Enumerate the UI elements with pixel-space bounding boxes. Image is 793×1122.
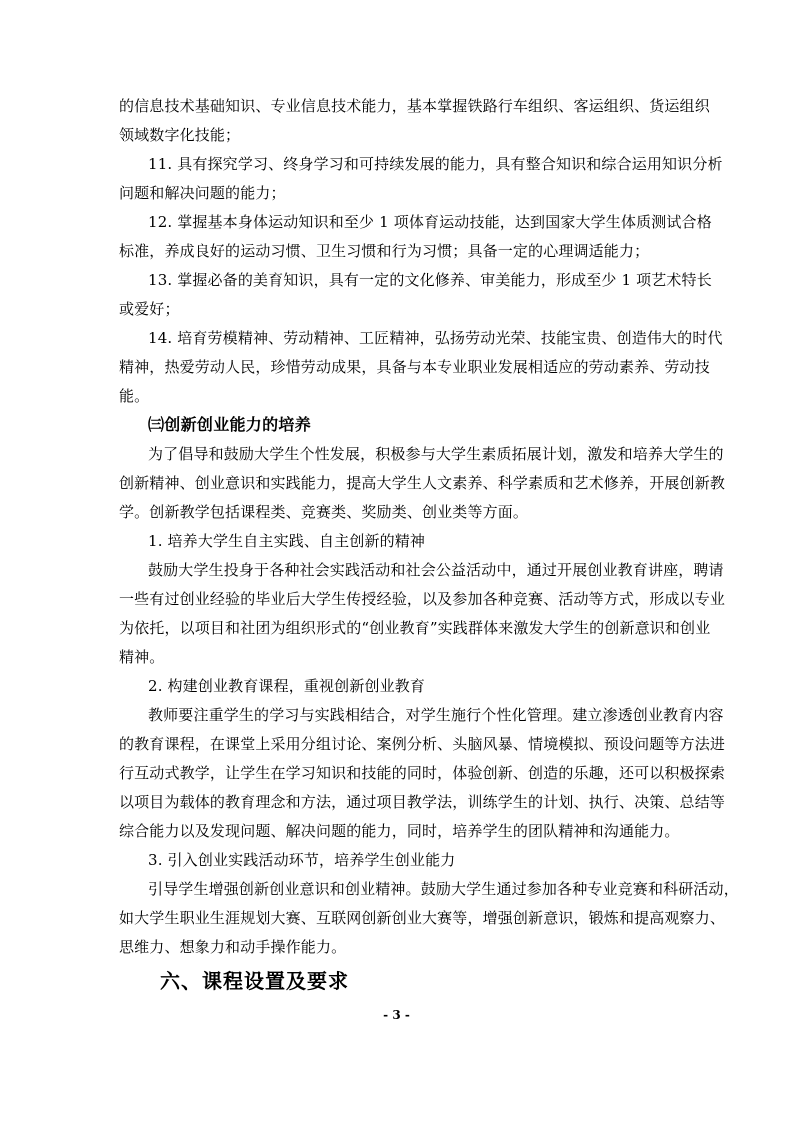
- sub1-line-2: 一些有过创业经验的毕业后大学生传授经验，以及参加各种竞赛、活动等方式，形成以专业: [119, 590, 726, 608]
- item11-line-2: 问题和解决问题的能力；: [119, 184, 286, 202]
- sub3-line-2: 如大学生职业生涯规划大赛、互联网创新创业大赛等，增强创新意识，锻炼和提高观察力、: [119, 909, 726, 927]
- item14-line-1: 14. 培育劳模精神、劳动精神、工匠精神，弘扬劳动光荣、技能宝贵、创造伟大的时代: [148, 329, 723, 347]
- sub1-title: 1. 培养大学生自主实践、自主创新的精神: [148, 532, 426, 550]
- sub2-title: 2. 构建创业教育课程，重视创新创业教育: [148, 677, 426, 695]
- sub1-line-4: 精神。: [119, 648, 165, 666]
- sub1-line-1: 鼓励大学生投身于各种社会实践活动和社会公益活动中，通过开展创业教育讲座，聘请: [148, 561, 724, 579]
- item12-line-1: 12. 掌握基本身体运动知识和至少 1 项体育运动技能，达到国家大学生体质测试合格: [148, 213, 712, 231]
- sub3-title: 3. 引入创业实践活动环节，培养学生创业能力: [148, 851, 456, 869]
- item12-line-2: 标准，养成良好的运动习惯、卫生习惯和行为习惯；具备一定的心理调适能力；: [119, 242, 650, 260]
- item11-line-1: 11. 具有探究学习、终身学习和可持续发展的能力，具有整合知识和综合运用知识分析: [148, 155, 723, 173]
- intro-line-2: 创新精神、创业意识和实践能力，提高大学生人文素养、科学素质和艺术修养，开展创新教: [119, 474, 726, 492]
- sub2-line-2: 的教育课程，在课堂上采用分组讨论、案例分析、头脑风暴、情境模拟、预设问题等方法进: [119, 735, 726, 753]
- item14-line-3: 能。: [119, 387, 150, 405]
- item14-line-2: 精神，热爱劳动人民，珍惜劳动成果，具备与本专业职业发展相适应的劳动素养、劳动技: [119, 358, 710, 376]
- section-heading-innovation: ㈢创新创业能力的培养: [148, 415, 312, 434]
- sub1-line-3: 为依托，以项目和社团为组织形式的“创业教育”实践群体来激发大学生的创新意识和创业: [119, 619, 711, 637]
- intro-line-1: 为了倡导和鼓励大学生个性发展，积极参与大学生素质拓展计划，激发和培养大学生的: [148, 445, 724, 463]
- sub2-line-1: 教师要注重学生的学习与实践相结合，对学生施行个性化管理。建立渗透创业教育内容: [148, 706, 724, 724]
- para10-line-2: 领域数字化技能；: [119, 126, 241, 144]
- sub3-line-1: 引导学生增强创新创业意识和创业精神。鼓励大学生通过参加各种专业竞赛和科研活动，: [148, 880, 739, 898]
- sub3-line-3: 思维力、想象力和动手操作能力。: [119, 938, 347, 956]
- page-number: - 3 -: [383, 1008, 410, 1022]
- intro-line-3: 学。创新教学包括课程类、竞赛类、奖励类、创业类等方面。: [119, 503, 529, 521]
- sub2-line-5: 综合能力以及发现问题、解决问题的能力，同时，培养学生的团队精神和沟通能力。: [119, 822, 680, 840]
- item13-line-2: 或爱好；: [119, 300, 180, 318]
- item13-line-1: 13. 掌握必备的美育知识，具有一定的文化修养、审美能力，形成至少 1 项艺术特长: [148, 271, 712, 289]
- sub2-line-3: 行互动式教学，让学生在学习知识和技能的同时，体验创新、创造的乐趣，还可以积极探索: [119, 764, 726, 782]
- para10-line-1: 的信息技术基础知识、专业信息技术能力，基本掌握铁路行车组织、客运组织、货运组织: [119, 97, 710, 115]
- chapter-heading: 六、课程设置及要求: [160, 969, 349, 993]
- sub2-line-4: 以项目为载体的教育理念和方法，通过项目教学法，训练学生的计划、执行、决策、总结等: [119, 793, 726, 811]
